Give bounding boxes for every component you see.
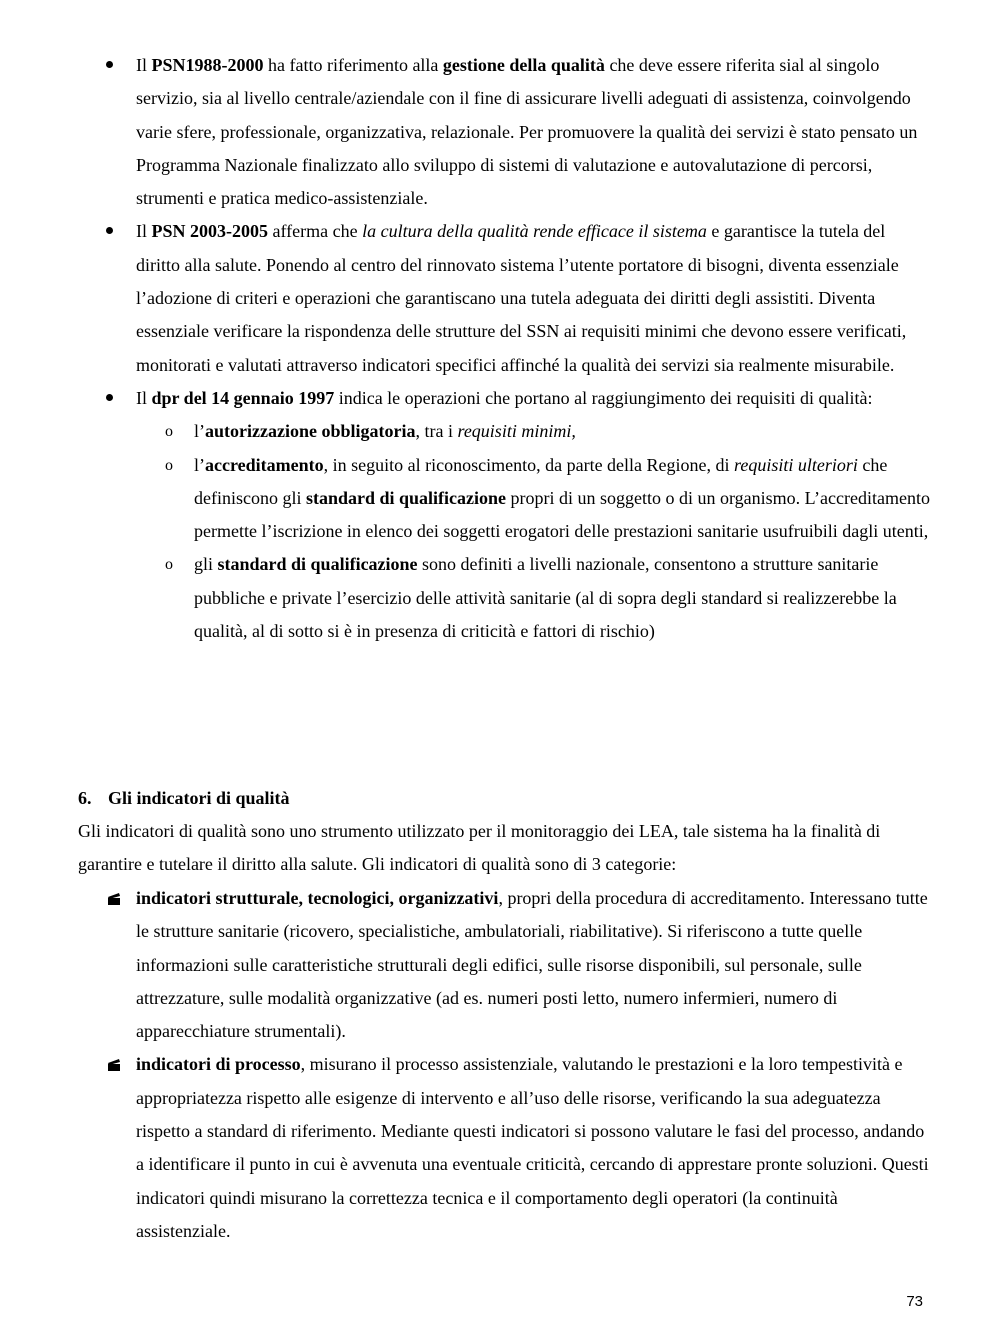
italic-phrase: requisiti minimi, (457, 421, 576, 442)
text-run: , in seguito al riconoscimento, da parte della Regione, di (323, 454, 735, 475)
section-heading (78, 782, 290, 815)
section-intro-paragraph: Gli indicatori di qualità sono uno strumento utilizzato per il monitoraggio dei LEA, tale sistema ha la finalità di garantire e tutelare il diritto alla salute. Gli indicatori di qualità sono di 3 categorie: (78, 821, 881, 875)
text-run: , propri della procedura di accreditamento. Interessano tutte le strutture sanitarie (ricovero, specialistiche, ambulatoriali, riabilitative). Si riferiscono a tutte quelle informazioni sulle caratteristiche strutturali degli edifici, sulle risorse disponibili, sul personale, sulle attrezzature, sulle modalità organizzative (ad es. numeri posti letto, numero infermieri, numero di apparecchiature strumentali). (136, 888, 928, 1042)
regulation-bullet-list (0, 49, 1000, 648)
text-run: e garantisce la tutela del diritto alla salute. Ponendo al centro del rinnovato sistema l’utente portatore di bisogni, diventa essenziale l’adozione di criteri e operazioni che garantiscano una tutela adeguata dei diritti degli assistiti. Diventa essenziale verificare la rispondenza delle strutture del SSN ai requisiti minimi che devono essere verificati, monitorati e valutati attraverso indicatori specifici affinché la qualità dei servizi sia realmente misurabile. (136, 221, 907, 375)
sub-list-item (136, 415, 930, 448)
bold-term: indicatori strutturale, tecnologici, organizzativi (136, 888, 499, 908)
text-run: , misurano il processo assistenziale, valutando le prestazioni e la loro tempestività e appropriatezza rispetto alle esigenze di intervento e all’uso delle risorse, verificando la sua adeguatezza rispetto a standard di riferimento. Mediante questi indicatori si possono valutare le fasi del processo, andando a identificare il punto in cui è avvenuta una eventuale criticità, cercando di apprestare pronte soluzioni. Questi indicatori quindi misurano la correttezza tecnica e il comportamento degli operatori (la continuità assistenziale. (136, 1054, 929, 1241)
text-run: che definiscono gli (194, 454, 888, 508)
list-item (0, 882, 1000, 1048)
section-title: Gli indicatori di qualità (108, 788, 290, 808)
sub-list (136, 415, 930, 648)
sub-list-item (136, 548, 930, 648)
text-run: Il (136, 55, 152, 75)
list-item (0, 1048, 1000, 1248)
list-item (0, 215, 1000, 381)
bold-term: PSN1988-2000 (151, 55, 264, 75)
list-item (0, 382, 1000, 648)
bullet-dot-icon (106, 61, 113, 68)
page-number: 73 (906, 1293, 923, 1310)
sub-list-item (136, 449, 930, 549)
text-run: l’ (194, 421, 205, 442)
clapperboard-bullet-icon (108, 893, 122, 905)
text-run: sono definiti a livelli nazionale, consentono a strutture sanitarie pubbliche e private l’esercizio delle attività sanitarie (al di sopra degli standard si realizzerebbe la qualità, al di sotto si è in presenza di criticità e fattori di rischio) (194, 554, 897, 642)
bold-term: accreditamento (205, 454, 324, 475)
text-run: Il (136, 221, 152, 242)
bullet-dot-icon (106, 227, 113, 234)
text-run: afferma che (268, 221, 363, 242)
bold-term: indicatori di processo (136, 1054, 301, 1075)
bold-term: gestione della qualità (442, 55, 605, 75)
bold-term: standard di qualificazione (305, 487, 507, 508)
bold-term: dpr del 14 gennaio 1997 (151, 387, 335, 408)
bullet-dot-icon (106, 394, 113, 401)
section-number: 6. (78, 788, 92, 808)
indicator-list (0, 882, 1000, 1248)
text-run: l’ (194, 454, 205, 475)
circle-bullet-icon: o (165, 423, 173, 441)
text-run: , tra i (415, 421, 458, 442)
text-run: indica le operazioni che portano al raggiungimento dei requisiti di qualità: (334, 387, 873, 408)
text-run: propri di un soggetto o di un organismo. L’accreditamento permette l’iscrizione in elenco dei soggetti erogatori delle prestazioni sanitarie usufruibili dagli utenti, (194, 487, 930, 542)
italic-phrase: requisiti ulteriori (734, 454, 858, 475)
bold-term: standard di qualificazione (217, 554, 418, 575)
bold-term: autorizzazione obbligatoria (205, 421, 416, 442)
text-run: che deve essere riferita sial al singolo servizio, sia al livello centrale/aziendale con il fine di assicurare livelli adeguati di assistenza, coinvolgendo varie sfere, professionale, organizzativa, relazionale. Per promuovere la qualità dei servizi è stato pensato un Programma Nazionale finalizzato allo sviluppo di sistemi di valutazione e autovalutazione di percorsi, strumenti e pratica medico-assistenziale. (136, 55, 918, 209)
circle-bullet-icon: o (165, 456, 173, 474)
text-run: gli (194, 554, 218, 575)
text-run: ha fatto riferimento alla (263, 55, 443, 75)
text-run: Il (136, 387, 152, 408)
italic-phrase: la cultura della qualità rende efficace il sistema (362, 221, 707, 242)
circle-bullet-icon: o (165, 556, 173, 574)
clapperboard-bullet-icon (108, 1059, 122, 1071)
list-item (0, 49, 1000, 215)
bold-term: PSN 2003-2005 (151, 221, 268, 242)
